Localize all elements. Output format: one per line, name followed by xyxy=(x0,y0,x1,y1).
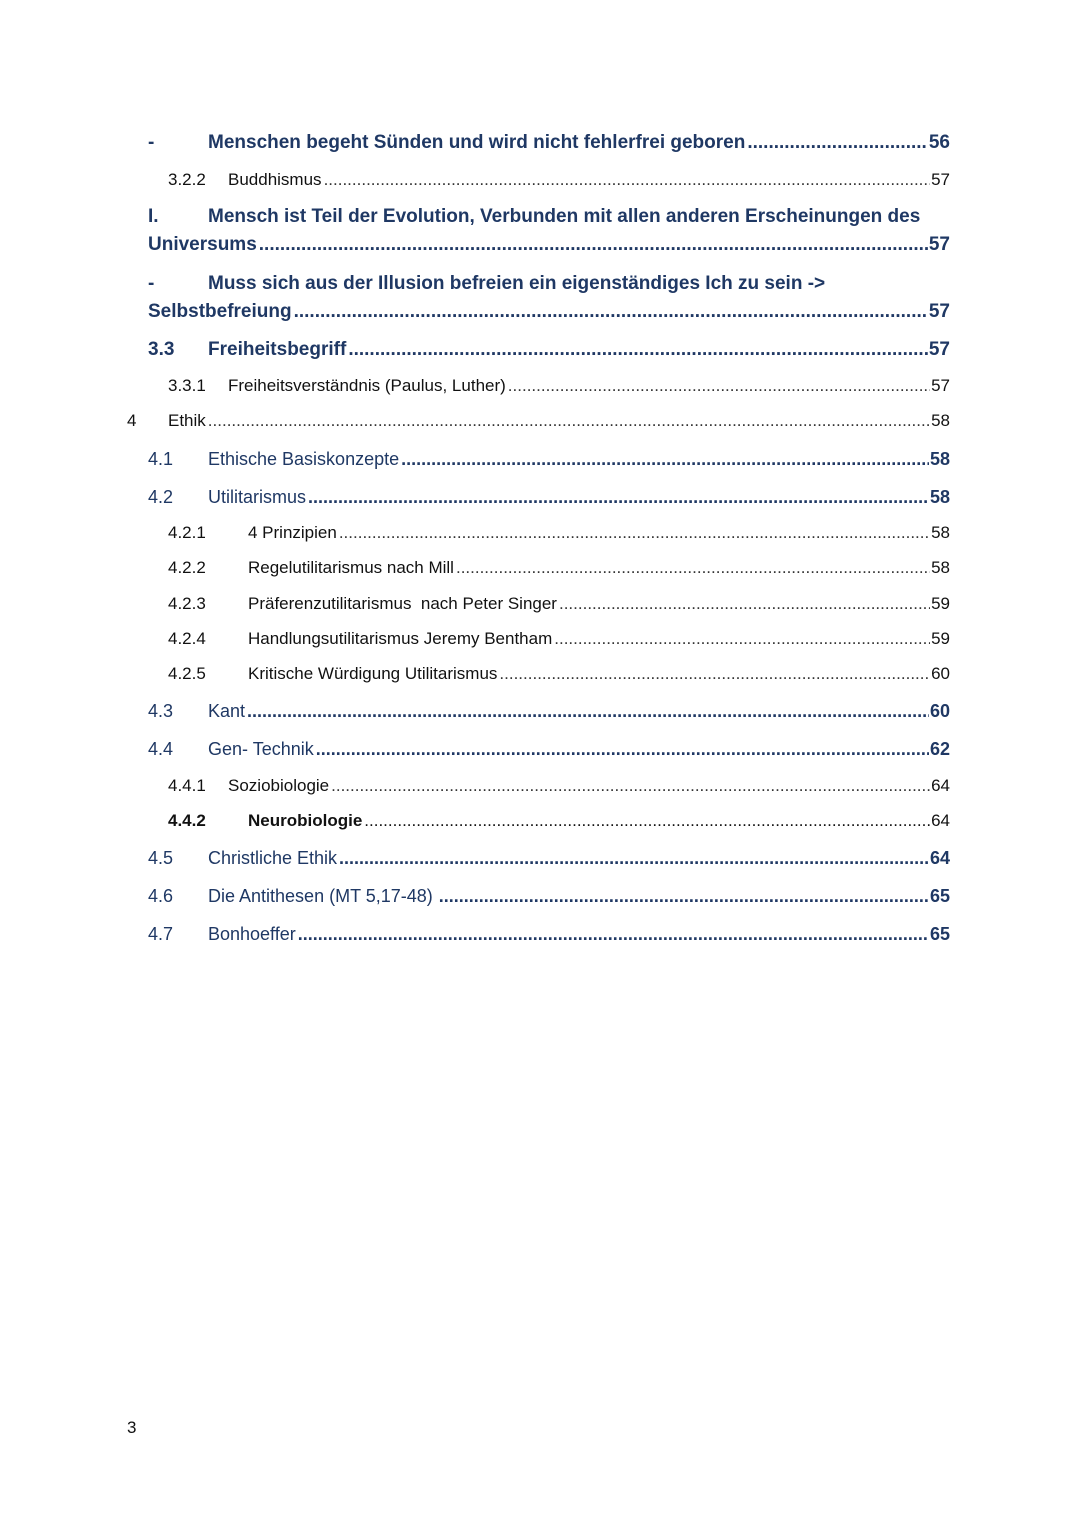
toc-entry-page: 58 xyxy=(931,558,950,577)
toc-entry-page: 64 xyxy=(931,811,950,830)
toc-entry-page: 64 xyxy=(931,776,950,795)
toc-entry-page: 60 xyxy=(929,701,950,721)
dot-leader xyxy=(747,133,928,152)
toc-entry-number: 4.4.1 xyxy=(168,776,206,795)
toc-entry-title: 4 Prinzipien xyxy=(248,523,337,542)
toc-entry-title: Muss sich aus der Illusion befreien ein eigenständiges Ich zu sein -> xyxy=(208,273,826,294)
toc-entry-number: 4.2.5 xyxy=(168,664,206,683)
toc-entry-page: 65 xyxy=(929,924,950,944)
toc-entry-number: 3.3 xyxy=(148,339,175,360)
dot-leader xyxy=(401,450,929,468)
toc-entry-title: Regelutilitarismus nach Mill xyxy=(248,558,454,577)
dot-leader xyxy=(508,377,930,394)
toc-entry-title: Menschen begeht Sünden und wird nicht fehlerfrei geboren xyxy=(208,132,746,153)
toc-entry[interactable] xyxy=(148,488,950,506)
toc-entry[interactable] xyxy=(148,340,950,359)
toc-entry[interactable] xyxy=(148,887,950,905)
toc-entry-title: Utilitarismus xyxy=(208,487,307,507)
toc-entry-page: 57 xyxy=(928,234,950,255)
toc-entry-title-continued: Selbstbefreiung xyxy=(148,301,292,322)
dot-leader xyxy=(364,812,930,829)
toc-entry-title: Freiheitsbegriff xyxy=(208,339,347,360)
toc-entry-title: Die Antithesen (MT 5,17-48) xyxy=(208,886,433,906)
toc-entry-number: 4.2.1 xyxy=(168,523,206,542)
toc-entry-title: Mensch ist Teil der Evolution, Verbunden mit allen anderen Erscheinungen des xyxy=(208,206,921,227)
dot-leader xyxy=(324,171,931,188)
toc-entry-page: 60 xyxy=(931,664,950,683)
dot-leader xyxy=(348,340,928,359)
toc-entry-page: 58 xyxy=(929,449,950,469)
toc-entry-page: 57 xyxy=(928,339,950,360)
toc-entry-number: 4.2 xyxy=(148,487,174,507)
toc-entry[interactable] xyxy=(168,595,950,612)
toc-entry-number: 4.2.4 xyxy=(168,629,206,648)
toc-entry-title: Neurobiologie xyxy=(248,811,363,830)
toc-entry-first-line[interactable] xyxy=(148,207,950,226)
toc-entry-number: 4.4.2 xyxy=(168,811,206,830)
toc-entry-number: 4.6 xyxy=(148,886,174,906)
toc-entry-first-line[interactable] xyxy=(148,274,950,293)
dot-leader xyxy=(439,887,929,905)
toc-entry-number: - xyxy=(148,132,155,153)
toc-entry[interactable] xyxy=(148,740,950,758)
toc-entry-page: 64 xyxy=(929,848,950,868)
dot-leader xyxy=(247,702,929,720)
toc-entry-number: 4.4 xyxy=(148,739,174,759)
toc-entry-number: 4.2.2 xyxy=(168,558,206,577)
toc-entry[interactable] xyxy=(168,171,950,188)
toc-entry-page: 59 xyxy=(931,594,950,613)
toc-entry[interactable] xyxy=(148,925,950,943)
toc-entry-title: Buddhismus xyxy=(228,170,322,189)
toc-entry-title: Soziobiologie xyxy=(228,776,330,795)
dot-leader xyxy=(339,849,929,867)
toc-entry-number: I. xyxy=(148,206,159,227)
toc-entry-title-continued: Universums xyxy=(148,234,257,255)
toc-entry-title: Kritische Würdigung Utilitarismus xyxy=(248,664,498,683)
toc-entry[interactable] xyxy=(168,812,950,829)
toc-entry[interactable] xyxy=(168,630,950,647)
toc-entry-title: Handlungsutilitarismus Jeremy Bentham xyxy=(248,629,553,648)
toc-entry-number: 3.3.1 xyxy=(168,376,206,395)
toc-entry[interactable] xyxy=(168,559,950,576)
toc-entry[interactable] xyxy=(148,450,950,468)
dot-leader xyxy=(339,524,930,541)
toc-entry-title: Kant xyxy=(208,701,246,721)
dot-leader xyxy=(208,412,930,429)
dot-leader xyxy=(316,740,929,758)
toc-entry-number: 3.2.2 xyxy=(168,170,206,189)
toc-entry[interactable] xyxy=(148,133,950,152)
toc-entry-title: Gen- Technik xyxy=(208,739,314,759)
toc-entry-page: 58 xyxy=(929,487,950,507)
toc-entry[interactable] xyxy=(168,777,950,794)
dot-leader xyxy=(294,302,928,321)
toc-entry[interactable] xyxy=(148,849,950,867)
toc-entry-title: Ethik xyxy=(168,411,206,430)
toc-entry[interactable] xyxy=(168,665,950,682)
toc-entry-page: 57 xyxy=(931,170,950,189)
toc-entry-title: Christliche Ethik xyxy=(208,848,338,868)
dot-leader xyxy=(259,235,928,254)
dot-leader xyxy=(554,630,930,647)
dot-leader xyxy=(331,777,930,794)
toc-entry-number: - xyxy=(148,273,155,294)
toc-entry-title: Ethische Basiskonzepte xyxy=(208,449,400,469)
toc-entry-page: 57 xyxy=(928,301,950,322)
dot-leader xyxy=(308,488,929,506)
toc-entry[interactable] xyxy=(148,302,950,321)
toc-entry[interactable] xyxy=(168,524,950,541)
toc-entry-page: 57 xyxy=(931,376,950,395)
toc-entry-number: 4 xyxy=(127,411,137,430)
dot-leader xyxy=(298,925,929,943)
toc-entry[interactable] xyxy=(168,377,950,394)
page-number: 3 xyxy=(127,1418,137,1437)
toc-entry[interactable] xyxy=(148,702,950,720)
toc-entry-page: 65 xyxy=(929,886,950,906)
dot-leader xyxy=(456,559,930,576)
toc-entry-page: 62 xyxy=(929,739,950,759)
toc-entry-page: 56 xyxy=(928,132,950,153)
toc-entry[interactable] xyxy=(127,412,950,429)
dot-leader xyxy=(559,595,930,612)
toc-entry[interactable] xyxy=(148,235,950,254)
toc-entry-page: 59 xyxy=(931,629,950,648)
toc-entry-number: 4.3 xyxy=(148,701,174,721)
toc-entry-number: 4.5 xyxy=(148,848,174,868)
toc-entry-title: Bonhoeffer xyxy=(208,924,296,944)
toc-entry-number: 4.7 xyxy=(148,924,174,944)
toc-entry-number: 4.2.3 xyxy=(168,594,206,613)
toc-entry-number: 4.1 xyxy=(148,449,174,469)
toc-entry-title: Präferenzutilitarismus nach Peter Singer xyxy=(248,594,557,613)
dot-leader xyxy=(499,665,930,682)
toc-entry-page: 58 xyxy=(931,523,950,542)
toc-entry-title: Freiheitsverständnis (Paulus, Luther) xyxy=(228,376,506,395)
toc-entry-page: 58 xyxy=(931,411,950,430)
